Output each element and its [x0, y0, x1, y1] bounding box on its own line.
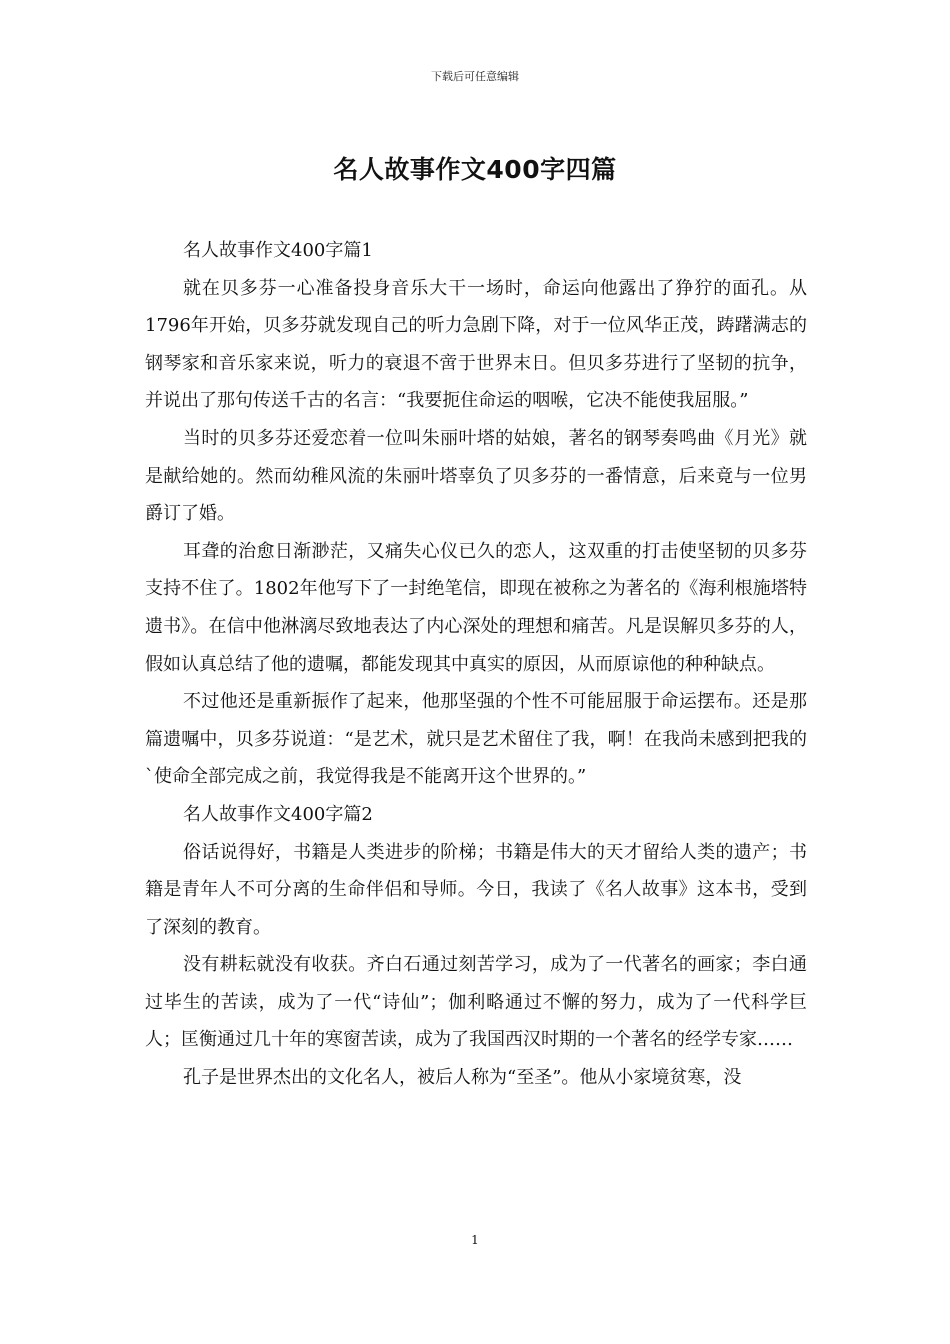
paragraph: 耳聋的治愈日渐渺茫，又痛失心仪已久的恋人，这双重的打击使坚韧的贝多芬支持不住了。1802年他写下了一封绝笔信，即现在被称之为著名的《海利根施塔特遗书》。在信中他淋漓尽致地表达了内心深处的理想和痛苦。凡是误解贝多芬的人，假如认真总结了他的遗嘱，都能发现其中真实的原因，从而原谅他的种种缺点。: [145, 540, 807, 675]
paragraph: 当时的贝多芬还爱恋着一位叫朱丽叶塔的姑娘，著名的钢琴奏鸣曲《月光》就是献给她的。然而幼稚风流的朱丽叶塔辜负了贝多芬的一番情意，后来竟与一位男爵订了婚。: [145, 427, 807, 525]
paragraph: 就在贝多芬一心准备投身音乐大干一场时，命运向他露出了狰狞的面孔。从1796年开始，贝多芬就发现自己的听力急剧下降，对于一位风华正茂，踌躇满志的钢琴家和音乐家来说，听力的衰退不啻于世界末日。但贝多芬进行了坚韧的抗争，并说出了那句传送千古的名言：“我要扼住命运的咽喉，它决不能使我屈服。”: [145, 277, 807, 412]
paragraph: 没有耕耘就没有收获。齐白石通过刻苦学习，成为了一代著名的画家；李白通过毕生的苦读，成为了一代“诗仙”；伽利略通过不懈的努力，成为了一代科学巨人；匡衡通过几十年的寒窗苦读，成为了我国西汉时期的一个著名的经学专家……: [145, 954, 807, 1051]
paragraph: 俗话说得好，书籍是人类进步的阶梯；书籍是伟大的天才留给人类的遗产；书籍是青年人不可分离的生命伴侣和导师。今日，我读了《名人故事》这本书，受到了深刻的教育。: [145, 841, 807, 938]
section-heading-2: 名人故事作文400字篇2: [183, 803, 373, 825]
paragraph: 孔子是世界杰出的文化名人，被后人称为“至圣”。他从小家境贫寒，没: [183, 1067, 742, 1089]
document-title: 名人故事作文400字四篇: [333, 155, 617, 184]
page-number: 1: [471, 1233, 479, 1247]
paragraph: 不过他还是重新振作了起来，他那坚强的个性不可能屈服于命运摆布。还是那篇遗嘱中，贝多芬说道：“是艺术，就只是艺术留住了我，啊！在我尚未感到把我的`使命全部完成之前，我觉得我是不能离开这个世界的。”: [145, 691, 807, 788]
document-body: [145, 232, 807, 1097]
header-note: 下载后可任意编辑: [431, 70, 519, 83]
section-heading-1: 名人故事作文400字篇1: [183, 240, 373, 261]
